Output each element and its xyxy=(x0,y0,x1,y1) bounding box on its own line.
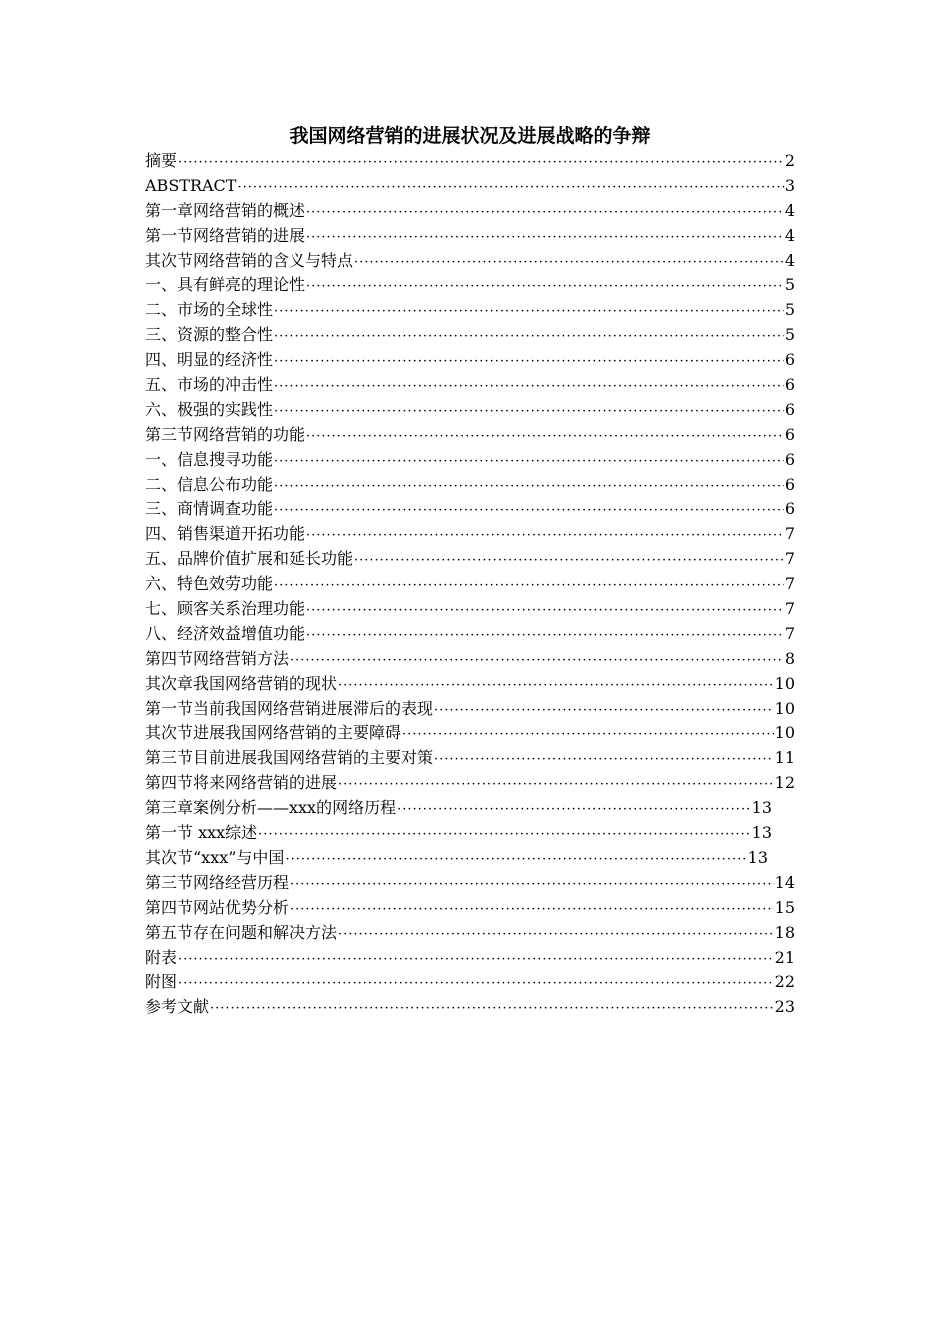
toc-entry-page-number: 13 xyxy=(751,823,772,843)
toc-entry-label: 第四节网络营销方法 xyxy=(145,648,290,668)
toc-entry-label: 其次节网络营销的含义与特点 xyxy=(145,250,354,270)
toc-dot-leader xyxy=(290,649,784,674)
toc-entry-label: 第四节将来网络营销的进展 xyxy=(145,773,338,793)
toc-entry[interactable] xyxy=(145,572,795,597)
toc-dot-leader xyxy=(338,923,774,948)
toc-entry[interactable] xyxy=(145,697,795,722)
toc-entry[interactable] xyxy=(145,373,795,398)
toc-entry[interactable] xyxy=(145,298,795,323)
toc-entry-label: 第三章案例分析——xxx的网络历程 xyxy=(145,798,397,818)
toc-dot-leader xyxy=(274,375,784,400)
toc-entry-label: 四、销售渠道开拓功能 xyxy=(145,524,306,544)
toc-entry-page-number: 7 xyxy=(784,623,795,643)
toc-entry-label: 第一节 xxx综述 xyxy=(145,823,258,843)
toc-dot-leader xyxy=(274,475,784,500)
toc-dot-leader xyxy=(397,798,751,823)
toc-entry-label: 五、市场的冲击性 xyxy=(145,375,274,395)
toc-entry[interactable] xyxy=(145,174,795,199)
toc-entry-page-number: 7 xyxy=(784,549,795,569)
toc-dot-leader xyxy=(178,948,774,973)
toc-entry[interactable] xyxy=(145,946,795,971)
toc-entry[interactable] xyxy=(145,199,795,224)
toc-entry-label: 六、极强的实践性 xyxy=(145,399,274,419)
table-of-contents xyxy=(145,149,795,1020)
toc-entry-label: 附图 xyxy=(145,972,178,992)
toc-entry[interactable] xyxy=(145,970,795,995)
toc-entry-page-number: 4 xyxy=(784,225,795,245)
toc-entry[interactable] xyxy=(145,273,795,298)
toc-dot-leader xyxy=(285,848,746,873)
toc-dot-leader xyxy=(274,574,784,599)
toc-entry-label: 三、资源的整合性 xyxy=(145,325,274,345)
toc-entry-page-number: 7 xyxy=(784,574,795,594)
toc-dot-leader xyxy=(178,151,784,176)
toc-entry-label: 第一节网络营销的进展 xyxy=(145,225,306,245)
toc-entry-page-number: 13 xyxy=(751,798,772,818)
toc-entry-label: 六、特色效劳功能 xyxy=(145,574,274,594)
toc-dot-leader xyxy=(354,549,784,574)
toc-dot-leader xyxy=(290,898,774,923)
toc-entry-label: 第五节存在问题和解决方法 xyxy=(145,922,338,942)
toc-entry[interactable] xyxy=(145,597,795,622)
toc-entry-page-number: 4 xyxy=(784,200,795,220)
toc-dot-leader xyxy=(306,624,784,649)
toc-entry-page-number: 6 xyxy=(784,375,795,395)
toc-entry-label: 二、信息公布功能 xyxy=(145,474,274,494)
toc-entry-label: 第三节目前进展我国网络营销的主要对策 xyxy=(145,748,434,768)
toc-entry-label: 其次节进展我国网络营销的主要障碍 xyxy=(145,723,402,743)
toc-dot-leader xyxy=(434,748,774,773)
toc-entry-page-number: 23 xyxy=(774,997,795,1017)
toc-entry-page-number: 14 xyxy=(774,872,795,892)
toc-dot-leader xyxy=(338,773,774,798)
toc-entry[interactable] xyxy=(145,497,795,522)
toc-entry[interactable] xyxy=(145,398,795,423)
toc-entry[interactable] xyxy=(145,721,795,746)
toc-entry-label: 八、经济效益增值功能 xyxy=(145,623,306,643)
toc-entry-page-number: 6 xyxy=(784,499,795,519)
toc-entry[interactable] xyxy=(145,224,795,249)
toc-entry[interactable] xyxy=(145,796,772,821)
toc-entry-label: 参考文献 xyxy=(145,997,210,1017)
toc-dot-leader xyxy=(306,226,784,251)
toc-entry[interactable] xyxy=(145,448,795,473)
toc-entry-page-number: 10 xyxy=(774,698,795,718)
toc-entry-page-number: 7 xyxy=(784,599,795,619)
toc-entry-page-number: 3 xyxy=(784,175,795,195)
toc-dot-leader xyxy=(354,251,784,276)
toc-entry[interactable] xyxy=(145,896,795,921)
toc-entry-page-number: 6 xyxy=(784,424,795,444)
toc-entry[interactable] xyxy=(145,423,795,448)
toc-entry-label: 第一章网络营销的概述 xyxy=(145,200,306,220)
toc-entry-page-number: 13 xyxy=(747,847,768,867)
toc-entry-page-number: 5 xyxy=(784,275,795,295)
toc-entry-label: 三、商情调查功能 xyxy=(145,499,274,519)
toc-dot-leader xyxy=(258,823,750,848)
toc-entry-label: 摘要 xyxy=(145,151,178,170)
toc-entry-label: 第三节网络经营历程 xyxy=(145,872,290,892)
toc-entry-label: 附表 xyxy=(145,947,178,967)
toc-entry-label: 二、市场的全球性 xyxy=(145,300,274,320)
toc-entry[interactable] xyxy=(145,871,795,896)
toc-dot-leader xyxy=(306,275,784,300)
toc-entry[interactable] xyxy=(145,547,795,572)
toc-entry[interactable] xyxy=(145,821,772,846)
toc-entry[interactable] xyxy=(145,149,795,174)
toc-dot-leader xyxy=(237,176,783,201)
toc-dot-leader xyxy=(290,873,774,898)
toc-entry-label: 第三节网络营销的功能 xyxy=(145,424,306,444)
toc-dot-leader xyxy=(274,450,784,475)
toc-entry-page-number: 10 xyxy=(774,673,795,693)
toc-dot-leader xyxy=(274,300,784,325)
toc-entry-page-number: 5 xyxy=(784,325,795,345)
toc-dot-leader xyxy=(274,325,784,350)
toc-entry[interactable] xyxy=(145,522,795,547)
toc-entry-page-number: 12 xyxy=(774,773,795,793)
toc-dot-leader xyxy=(274,400,784,425)
toc-entry[interactable] xyxy=(145,995,795,1020)
toc-entry[interactable] xyxy=(145,249,795,274)
toc-entry-label: 第一节当前我国网络营销进展滞后的表现 xyxy=(145,698,434,718)
toc-dot-leader xyxy=(274,499,784,524)
toc-entry-label: 其次节“xxx”与中国 xyxy=(145,847,285,867)
toc-entry-page-number: 21 xyxy=(774,947,795,967)
toc-entry-label: 七、顾客关系治理功能 xyxy=(145,599,306,619)
toc-entry[interactable] xyxy=(145,771,795,796)
toc-entry[interactable] xyxy=(145,348,795,373)
toc-entry-page-number: 10 xyxy=(774,723,795,743)
toc-entry-page-number: 18 xyxy=(774,922,795,942)
toc-dot-leader xyxy=(306,599,784,624)
toc-entry-label: 一、具有鲜亮的理论性 xyxy=(145,275,306,295)
toc-entry-page-number: 6 xyxy=(784,399,795,419)
toc-entry-page-number: 15 xyxy=(774,897,795,917)
toc-dot-leader xyxy=(306,425,784,450)
toc-entry[interactable] xyxy=(145,647,795,672)
toc-entry-label: 其次章我国网络营销的现状 xyxy=(145,673,338,693)
toc-dot-leader xyxy=(402,723,774,748)
toc-entry[interactable] xyxy=(145,672,795,697)
document-title: 我国网络营销的进展状况及进展战略的争辩 xyxy=(289,125,651,147)
toc-dot-leader xyxy=(306,524,784,549)
toc-entry-page-number: 2 xyxy=(784,151,795,170)
toc-entry-page-number: 5 xyxy=(784,300,795,320)
toc-dot-leader xyxy=(434,699,774,724)
toc-entry-page-number: 6 xyxy=(784,474,795,494)
toc-entry[interactable] xyxy=(145,921,795,946)
toc-entry-label: 第四节网站优势分析 xyxy=(145,897,290,917)
toc-entry[interactable] xyxy=(145,746,795,771)
toc-entry-label: ABSTRACT xyxy=(145,175,237,195)
toc-dot-leader xyxy=(210,997,774,1022)
toc-entry[interactable] xyxy=(145,846,768,871)
toc-entry-page-number: 6 xyxy=(784,449,795,469)
toc-entry-label: 五、品牌价值扩展和延长功能 xyxy=(145,549,354,569)
toc-dot-leader xyxy=(306,201,784,226)
toc-entry[interactable] xyxy=(145,473,795,498)
toc-entry-label: 四、明显的经济性 xyxy=(145,350,274,370)
toc-entry-page-number: 11 xyxy=(774,748,795,768)
toc-entry-page-number: 7 xyxy=(784,524,795,544)
toc-entry-page-number: 4 xyxy=(784,250,795,270)
toc-entry[interactable] xyxy=(145,323,795,348)
toc-entry-page-number: 8 xyxy=(784,648,795,668)
toc-entry-page-number: 22 xyxy=(774,972,795,992)
toc-entry-label: 一、信息搜寻功能 xyxy=(145,449,274,469)
toc-entry-page-number: 6 xyxy=(784,350,795,370)
toc-entry[interactable] xyxy=(145,622,795,647)
toc-dot-leader xyxy=(338,674,774,699)
toc-dot-leader xyxy=(274,350,784,375)
toc-dot-leader xyxy=(178,972,774,997)
